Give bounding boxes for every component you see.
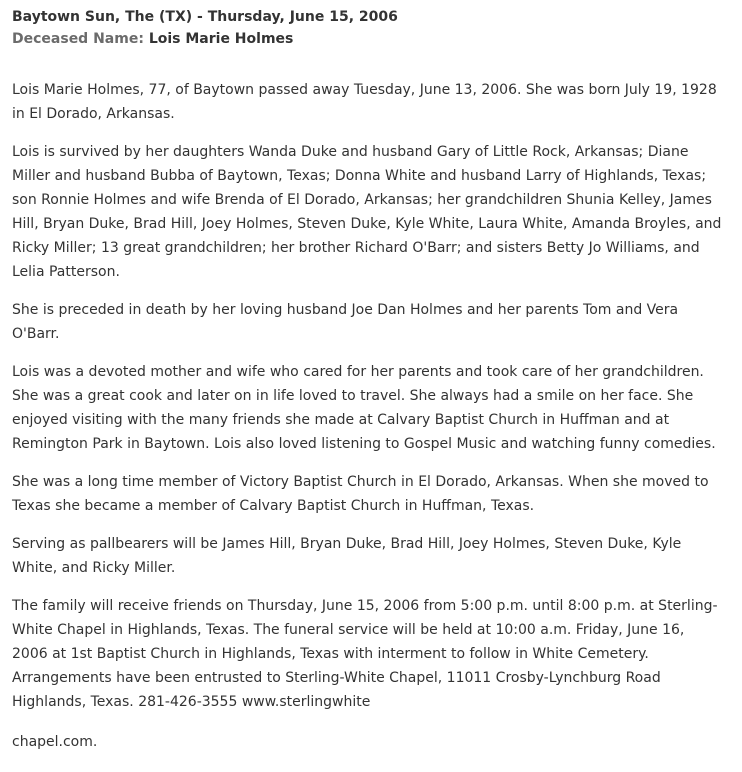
publication-date: Thursday, June 15, 2006 <box>207 9 398 25</box>
publication-source: Baytown Sun, The (TX) <box>12 9 193 25</box>
paragraph-website-continued: chapel.com. <box>12 734 98 750</box>
publication-separator: - <box>192 9 208 25</box>
paragraph-intro: Lois Marie Holmes, 77, of Baytown passed away Tuesday, June 13, 2006. She was born July 19, 1928 in El Dorado, Arkansas. <box>12 82 717 122</box>
obituary-page <box>12 6 738 768</box>
deceased-name-line <box>12 28 738 50</box>
paragraph-pallbearers: Serving as pallbearers will be James Hill, Bryan Duke, Brad Hill, Joey Holmes, Steven Duke, Kyle White, and Ricky Miller. <box>12 536 682 576</box>
publication-line <box>12 6 738 28</box>
paragraph-arrangements: The family will receive friends on Thursday, June 15, 2006 from 5:00 p.m. until 8:00 p.m. at Sterling-White Chapel in Highlands, Texas. The funeral service will be held at 10:00 a.m. Friday, June 16, 2006 at 1st Baptist Church in Highlands, Texas with interment to follow in White Cemetery. Arrangements have been entrusted to Sterling-White Chapel, 11011 Crosby-Lynchburg Road Highlands, Texas. 281-426-3555 www.sterlingwhite <box>12 598 718 710</box>
paragraph-survivors: Lois is survived by her daughters Wanda Duke and husband Gary of Little Rock, Arkansas; Diane Miller and husband Bubba of Baytown, Texas; Donna White and husband Larry of Highlands, Texas; son Ronnie Holmes and wife Brenda of El Dorado, Arkansas; her grandchildren Shunia Kelley, James Hill, Bryan Duke, Brad Hill, Joey Holmes, Steven Duke, Kyle White, Laura White, Amanda Broyles, and Ricky Miller; 13 great grandchildren; her brother Richard O'Barr; and sisters Betty Jo Williams, and Lelia Patterson. <box>12 144 722 280</box>
obituary-body <box>12 78 738 754</box>
paragraph-life: Lois was a devoted mother and wife who cared for her parents and took care of her grandchildren. She was a great cook and later on in life loved to travel. She always had a smile on her face. She enjoyed visiting with the many friends she made at Calvary Baptist Church in Huffman and at Remington Park in Baytown. Lois also loved listening to Gospel Music and watching funny comedies. <box>12 364 716 452</box>
deceased-name-label: Deceased Name: <box>12 31 144 47</box>
paragraph-church: She was a long time member of Victory Baptist Church in El Dorado, Arkansas. When she moved to Texas she became a member of Calvary Baptist Church in Huffman, Texas. <box>12 474 709 514</box>
deceased-name-value: Lois Marie Holmes <box>148 31 294 47</box>
paragraph-preceded: She is preceded in death by her loving husband Joe Dan Holmes and her parents Tom and Vera O'Barr. <box>12 302 679 342</box>
